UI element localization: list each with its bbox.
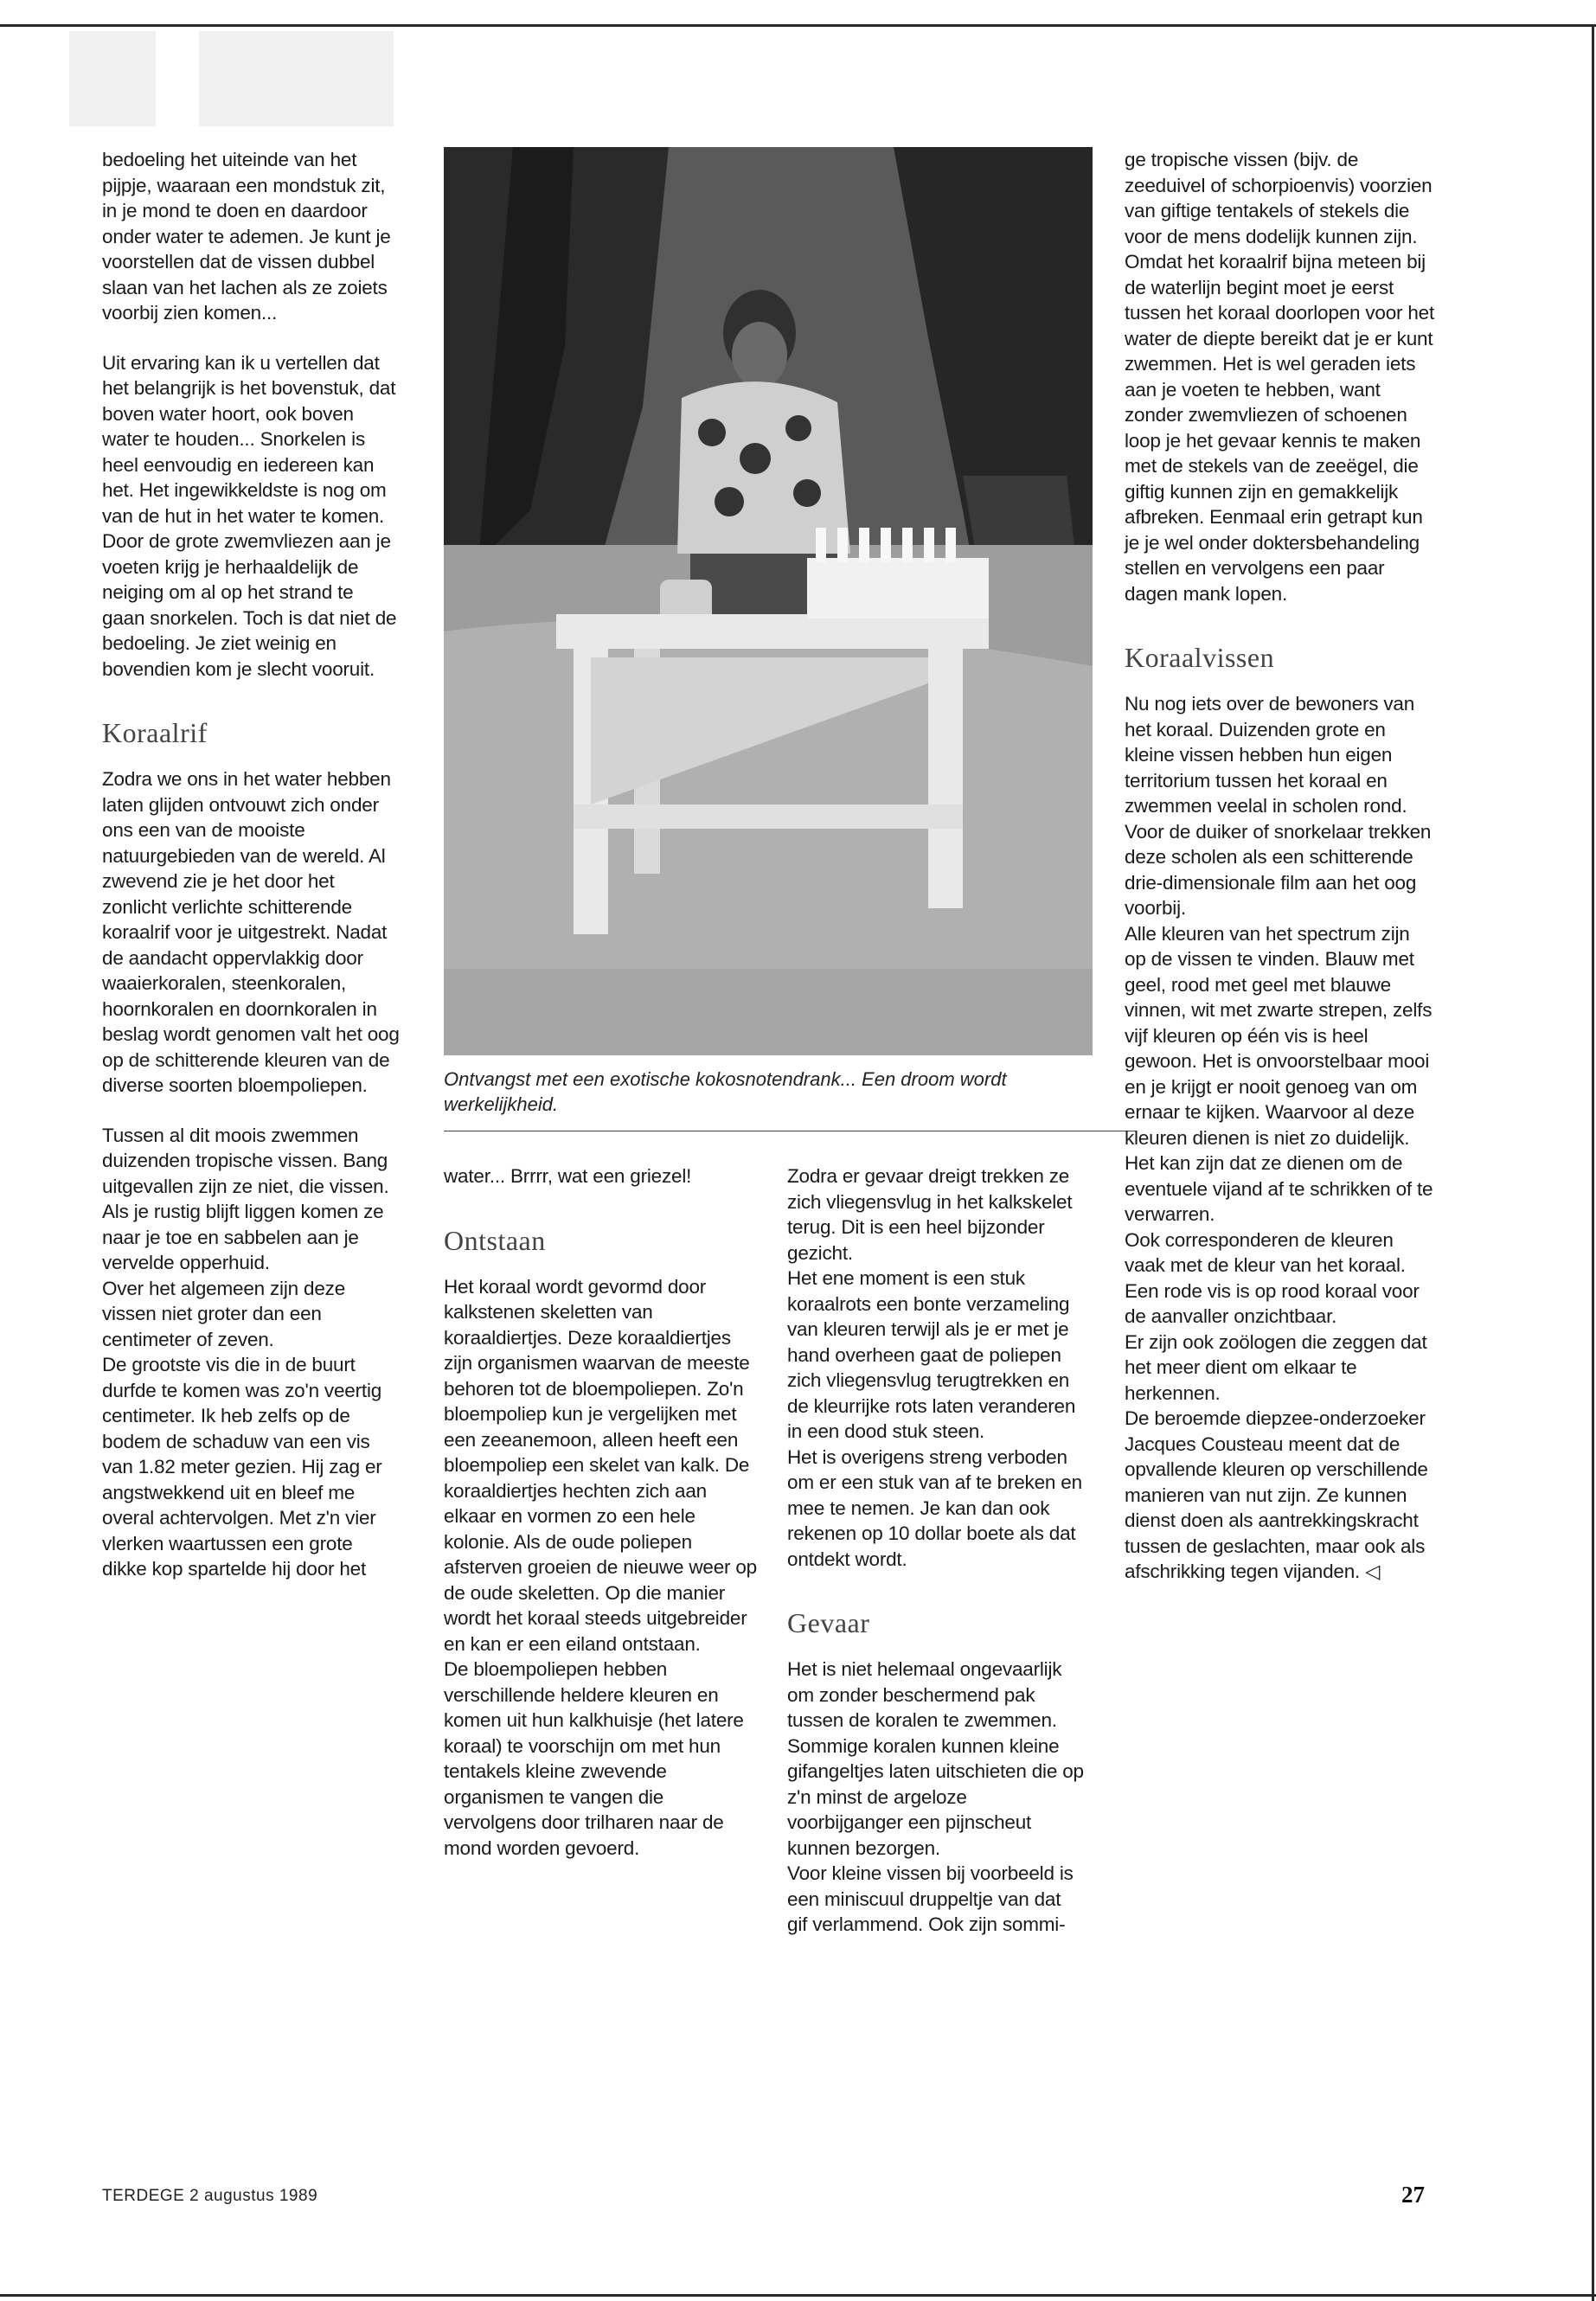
article-column-3: [787, 1163, 1086, 1938]
magazine-footer: TERDEGE 2 augustus 1989: [102, 2187, 318, 2205]
paragraph: Ook corresponderen de kleuren vaak met de kleur van het koraal. Een rode vis is op rood koraal voor de aanvaller onzichtbaar.: [1125, 1228, 1420, 1327]
section-heading-gevaar: Gevaar: [787, 1607, 870, 1638]
paragraph: Het is overigens streng verboden om er een stuk van af te breken en mee te nemen. Je kan dan ook rekenen op 10 dollar boete als dat ontdekt wordt.: [787, 1445, 1082, 1570]
paragraph: Over het algemeen zijn deze vissen niet groter dan een centimeter of zeven.: [102, 1277, 346, 1350]
paragraph: water... Brrrr, wat een griezel!: [444, 1165, 692, 1187]
article-photo: [444, 147, 1093, 1055]
paragraph: Nu nog iets over de bewoners van het koraal. Duizenden grote en kleine vissen hebben hun eigen territorium tussen het koraal en zwemmen veelal in scholen rond. Voor de duiker of snorkelaar trekken deze scholen als een schitterende drie-dimensionale film aan het oog voorbij.: [1125, 693, 1432, 919]
paragraph: Uit ervaring kan ik u vertellen dat het belangrijk is het bovenstuk, dat boven water hoort, ook boven water te houden... Snorkelen is heel eenvoudig en iedereen kan het. Het ingewikkeldste is nog om van de hut in het water te komen. Door de grote zwemvliezen aan je voeten krijg je herhaaldelijk de neiging om al op het strand te gaan snorkelen. Toch is dat niet de bedoeling. Je ziet weinig en bovendien kom je slecht vooruit.: [102, 351, 397, 680]
paragraph: Alle kleuren van het spectrum zijn op de vissen te vinden. Blauw met geel, rood met geel met blauwe vinnen, wit met zwarte strepen, zelfs vijf kleuren op één vis is heel gewoon. Het is onvoorstelbaar mooi en je krijgt er nooit genoeg van om ernaar te kijken. Waarvoor al deze kleuren dienen is niet zo duidelijk. Het kan zijn dat ze dienen om de eventuele vijand af te schrikken of te verwarren.: [1125, 922, 1433, 1225]
paragraph: Zodra we ons in het water hebben laten glijden ontvouwt zich onder ons een van de mooiste natuurgebieden van de wereld. Al zwevend zie je het door het zonlicht verlichte schitterende koraalrif voor je uitgestrekt. Nadat de aandacht oppervlakkig door waaierkoralen, steenkoralen, hoornkoralen en doornkoralen in beslag wordt genomen valt het oog op de schitterende kleuren van de diverse soorten bloempoliepen.: [102, 768, 400, 1096]
page-frame-right: [1592, 24, 1594, 2301]
paragraph: ge tropische vissen (bijv. de zeeduivel of schorpioenvis) voorzien van giftige tentakels of stekels die voor de mens dodelijk kunnen zijn. Omdat het koraalrif bijna meteen bij de waterlijn begint moet je eerst tussen het koraal doorlopen voor het water de diepte bereikt dat je er kunt zwemmen. Het is wel geraden iets aan je voeten te hebben, want zonder zwemvliezen of schoenen loop je het gevaar kennis te maken met de stekels van de zeeëgel, die giftig kunnen zijn en gemakkelijk afbreken. Eenmaal erin getrapt kun je je wel onder doktersbehandeling stellen en vervolgens een paar dagen mank lopen.: [1125, 149, 1435, 605]
photo-illustration: [444, 147, 1093, 1055]
page-frame-top: [0, 24, 1596, 27]
paragraph: De grootste vis die in de buurt durfde te komen was zo'n veertig centimeter. Ik heb zelfs op de bodem de schaduw van een vis van 1.82 meter gezien. Hij zag er angstwekkend uit en bleef me overal achtervolgen. Met z'n vier vlerken waartussen een grote dikke kop spartelde hij door het: [102, 1354, 382, 1580]
paragraph: Het ene moment is een stuk koraalrots een bonte verzameling van kleuren terwijl als je er met je hand overheen gaat de poliepen zich vliegensvlug terugtrekken en de kleurrijke rots laten veranderen in een dood stuk steen.: [787, 1267, 1076, 1442]
paragraph: De beroemde diepzee-onderzoeker Jacques Cousteau meent dat de opvallende kleuren op verschillende manieren van nut zijn. Ze kunnen dienst doen als aantrekkingskracht tussen de geslachten, maar ook als afschrikking tegen vijanden. ◁: [1125, 1407, 1428, 1582]
section-heading-koraalrif: Koraalrif: [102, 717, 208, 748]
paragraph: Het is niet helemaal ongevaarlijk om zonder beschermend pak tussen de koralen te zwemmen. Sommige koralen kunnen kleine gifangeltjes laten uitschieten die op z'n minst de argeloze voorbijganger een pijnscheut kunnen bezorgen.: [787, 1658, 1084, 1859]
paragraph: Voor kleine vissen bij voorbeeld is een miniscuul druppeltje van dat gif verlammend. Ook zijn sommi-: [787, 1862, 1074, 1935]
article-column-2: [444, 1163, 760, 1861]
section-heading-ontstaan: Ontstaan: [444, 1224, 546, 1256]
paragraph: Tussen al dit moois zwemmen duizenden tropische vissen. Bang uitgevallen zijn ze niet, die vissen. Als je rustig blijft liggen komen ze naar je toe en sabbelen aan je vervelde opperhuid.: [102, 1124, 389, 1273]
paragraph: bedoeling het uiteinde van het pijpje, waaraan een mondstuk zit, in je mond te doen en daardoor onder water te ademen. Je kunt je voorstellen dat de vissen dubbel slaan van het lachen als ze zoiets voorbij zien komen...: [102, 149, 391, 324]
paragraph: Er zijn ook zoölogen die zeggen dat het meer dient om elkaar te herkennen.: [1125, 1330, 1427, 1404]
paragraph: De bloempoliepen hebben verschillende heldere kleuren en komen uit hun kalkhuisje (het latere koraal) te voorschijn om met hun tentakels kleine zwevende organismen te vangen die vervolgens door trilharen naar de mond worden gevoerd.: [444, 1658, 744, 1859]
section-heading-koraalvissen: Koraalvissen: [1125, 642, 1275, 673]
header-bleed-through: [69, 31, 1151, 126]
paragraph: Zodra er gevaar dreigt trekken ze zich vliegensvlug in het kalkskelet terug. Dit is een heel bijzonder gezicht.: [787, 1165, 1073, 1264]
photo-caption: Ontvangst met een exotische kokosnotendrank... Een droom wordt werkelijkheid.: [444, 1068, 1007, 1115]
page-frame-bottom: [0, 2294, 1596, 2297]
page-number: 27: [1401, 2182, 1425, 2208]
paragraph: Het koraal wordt gevormd door kalkstenen skeletten van koraaldiertjes. Deze koraaldiertjes zijn organismen waarvan de meeste behoren tot de bloempoliepen. Zo'n bloempoliep kun je vergelijken met een zeeanemoon, alleen heeft een bloempoliep een skelet van kalk. De koraaldiertjes hechten zich aan elkaar en vormen zo een hele kolonie. Als de oude poliepen afsterven groeien de nieuwe weer op de oude skeletten. Op die manier wordt het koraal steeds uitgebreider en kan er een eiland ontstaan.: [444, 1275, 757, 1655]
article-column-1: [102, 147, 401, 1582]
article-column-4: [1125, 147, 1436, 1585]
